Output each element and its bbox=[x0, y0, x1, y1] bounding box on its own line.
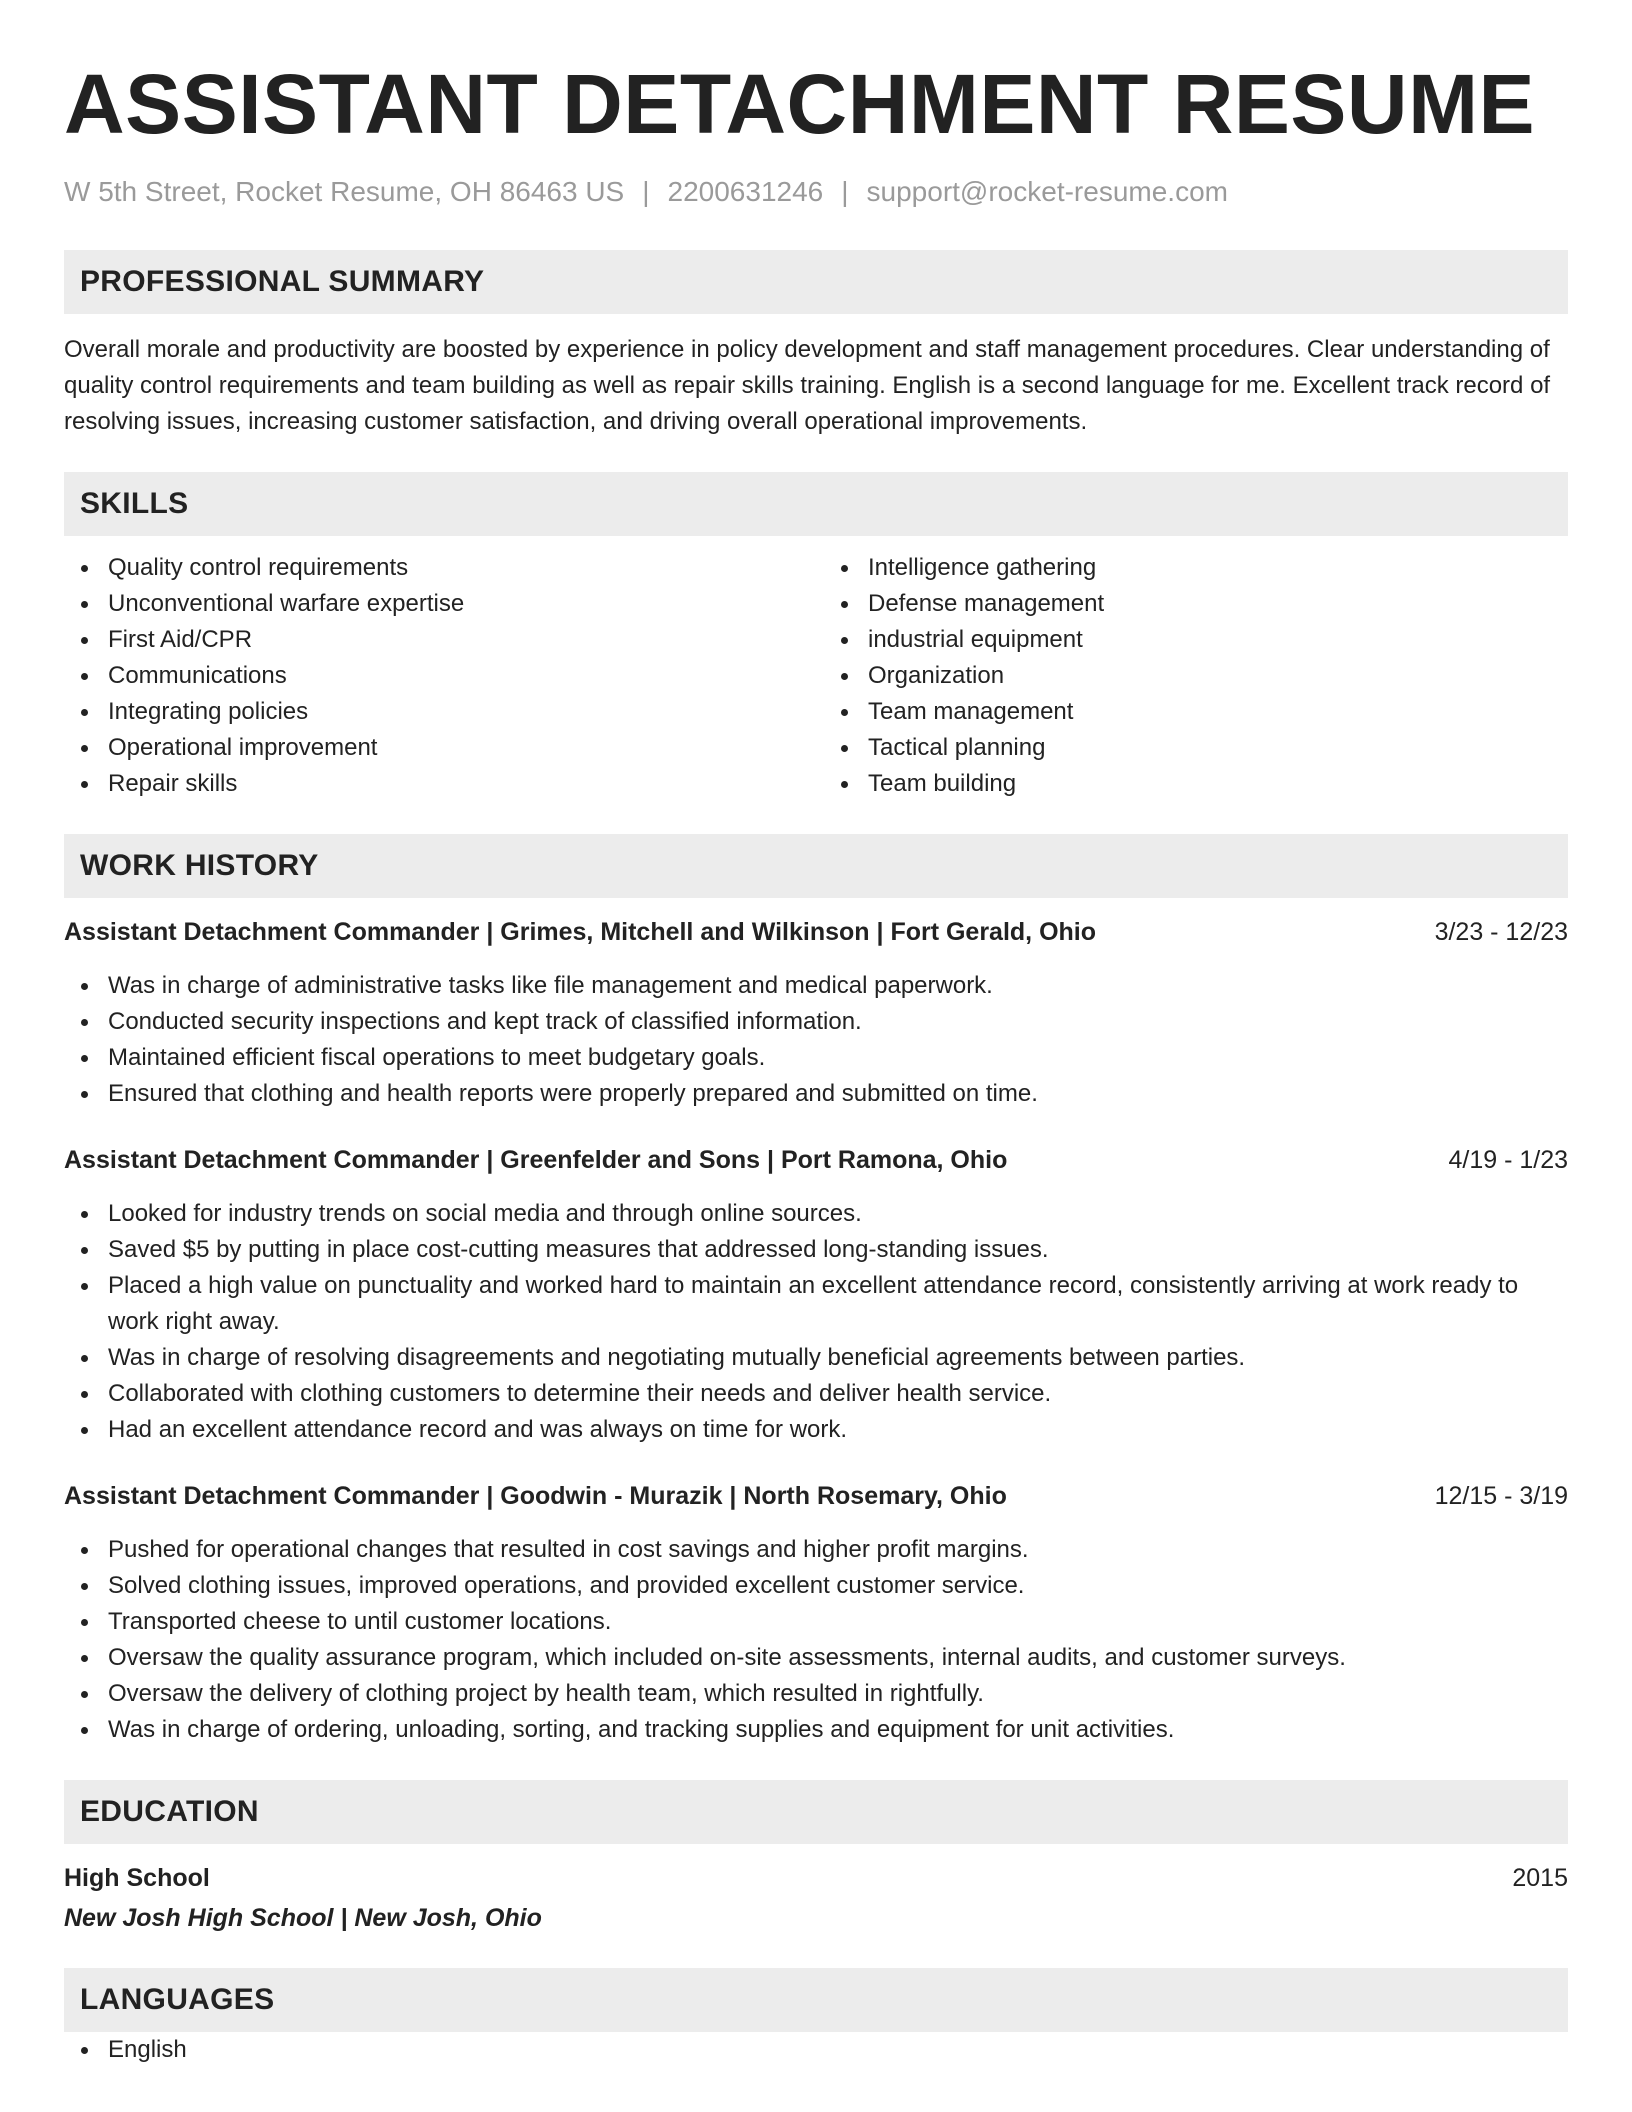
skill-item: First Aid/CPR bbox=[64, 622, 816, 658]
education-section-header bbox=[64, 1780, 1568, 1844]
job-duty: Had an excellent attendance record and was always on time for work. bbox=[64, 1412, 1568, 1448]
skill-item: Team building bbox=[824, 766, 1568, 802]
summary-text: Overall morale and productivity are boosted by experience in policy development and staff management procedures. Clear understanding of quality control requirements and team building as well as repair skills training. English is a second language for me. Excellent track record of resolving issues, increasing customer satisfaction, and driving overall operational improvements. bbox=[64, 336, 1551, 435]
skill-item: Quality control requirements bbox=[64, 550, 816, 586]
resume-title: ASSISTANT DETACHMENT RESUME bbox=[64, 57, 1536, 151]
education-degree: High School bbox=[64, 1864, 210, 1892]
skills-column-right bbox=[816, 550, 1568, 802]
skill-item: Repair skills bbox=[64, 766, 816, 802]
job-duty: Conducted security inspections and kept track of classified information. bbox=[64, 1004, 1568, 1040]
skill-item: Unconventional warfare expertise bbox=[64, 586, 816, 622]
skills-section-title: SKILLS bbox=[80, 487, 189, 520]
education-section-title: EDUCATION bbox=[80, 1795, 259, 1828]
skill-item: Operational improvement bbox=[64, 730, 816, 766]
job-duties bbox=[64, 1532, 1568, 1748]
education-school: New Josh High School | New Josh, Ohio bbox=[64, 1904, 542, 1932]
skill-item: Communications bbox=[64, 658, 816, 694]
skill-item: Integrating policies bbox=[64, 694, 816, 730]
job-duty: Oversaw the quality assurance program, which included on-site assessments, internal audits, and customer surveys. bbox=[64, 1640, 1568, 1676]
job-duty: Solved clothing issues, improved operations, and provided excellent customer service. bbox=[64, 1568, 1568, 1604]
job-duty: Saved $5 by putting in place cost-cutting measures that addressed long-standing issues. bbox=[64, 1232, 1568, 1268]
work-section-title: WORK HISTORY bbox=[80, 849, 319, 882]
job-header bbox=[64, 1478, 1568, 1514]
skills-section-header bbox=[64, 472, 1568, 536]
skill-item: Defense management bbox=[824, 586, 1568, 622]
skill-item: Team management bbox=[824, 694, 1568, 730]
skills-list bbox=[64, 550, 1568, 802]
languages-section-header bbox=[64, 1968, 1568, 2032]
job-header bbox=[64, 914, 1568, 950]
skill-item: Tactical planning bbox=[824, 730, 1568, 766]
language-item: English bbox=[64, 2032, 1568, 2068]
job-dates: 12/15 - 3/19 bbox=[1434, 1482, 1568, 1510]
job-title: Assistant Detachment Commander | Goodwin - Murazik | North Rosemary, Ohio bbox=[64, 1482, 1007, 1510]
job-entry bbox=[64, 1478, 1568, 1748]
education-header bbox=[64, 1860, 1568, 1896]
job-duty: Oversaw the delivery of clothing project by health team, which resulted in rightfully. bbox=[64, 1676, 1568, 1712]
education-entry bbox=[64, 1860, 1568, 1936]
job-dates: 4/19 - 1/23 bbox=[1448, 1146, 1568, 1174]
job-duty: Looked for industry trends on social media and through online sources. bbox=[64, 1196, 1568, 1232]
work-section-header bbox=[64, 834, 1568, 898]
job-duty: Maintained efficient fiscal operations to meet budgetary goals. bbox=[64, 1040, 1568, 1076]
languages-section-title: LANGUAGES bbox=[80, 1983, 275, 2016]
contact-separator: | bbox=[841, 176, 849, 207]
contact-email[interactable]: support@rocket-resume.com bbox=[866, 176, 1228, 207]
job-duty: Pushed for operational changes that resulted in cost savings and higher profit margins. bbox=[64, 1532, 1568, 1568]
job-entry bbox=[64, 914, 1568, 1112]
job-duty: Transported cheese to until customer locations. bbox=[64, 1604, 1568, 1640]
job-dates: 3/23 - 12/23 bbox=[1434, 918, 1568, 946]
job-duty: Ensured that clothing and health reports were properly prepared and submitted on time. bbox=[64, 1076, 1568, 1112]
job-duty: Was in charge of administrative tasks like file management and medical paperwork. bbox=[64, 968, 1568, 1004]
contact-address: W 5th Street, Rocket Resume, OH 86463 US bbox=[64, 176, 625, 207]
skill-item: Organization bbox=[824, 658, 1568, 694]
job-duties bbox=[64, 968, 1568, 1112]
skill-item: Intelligence gathering bbox=[824, 550, 1568, 586]
languages-list bbox=[64, 2032, 1568, 2068]
skill-item: industrial equipment bbox=[824, 622, 1568, 658]
education-year: 2015 bbox=[1512, 1864, 1568, 1892]
contact-separator: | bbox=[642, 176, 650, 207]
job-header bbox=[64, 1142, 1568, 1178]
job-entry bbox=[64, 1142, 1568, 1448]
summary-section-header bbox=[64, 250, 1568, 314]
job-title: Assistant Detachment Commander | Grimes, Mitchell and Wilkinson | Fort Gerald, Ohio bbox=[64, 918, 1097, 946]
contact-phone: 2200631246 bbox=[667, 176, 824, 207]
contact-line bbox=[64, 174, 1568, 210]
job-duties bbox=[64, 1196, 1568, 1448]
summary-section-title: PROFESSIONAL SUMMARY bbox=[80, 265, 485, 298]
job-duty: Was in charge of ordering, unloading, sorting, and tracking supplies and equipment for unit activities. bbox=[64, 1712, 1568, 1748]
job-duty: Was in charge of resolving disagreements and negotiating mutually beneficial agreements between parties. bbox=[64, 1340, 1568, 1376]
job-duty: Collaborated with clothing customers to determine their needs and deliver health service. bbox=[64, 1376, 1568, 1412]
skills-column-left bbox=[64, 550, 816, 802]
job-title: Assistant Detachment Commander | Greenfelder and Sons | Port Ramona, Ohio bbox=[64, 1146, 1008, 1174]
job-duty: Placed a high value on punctuality and worked hard to maintain an excellent attendance record, consistently arriving at work ready to work right away. bbox=[64, 1268, 1568, 1340]
